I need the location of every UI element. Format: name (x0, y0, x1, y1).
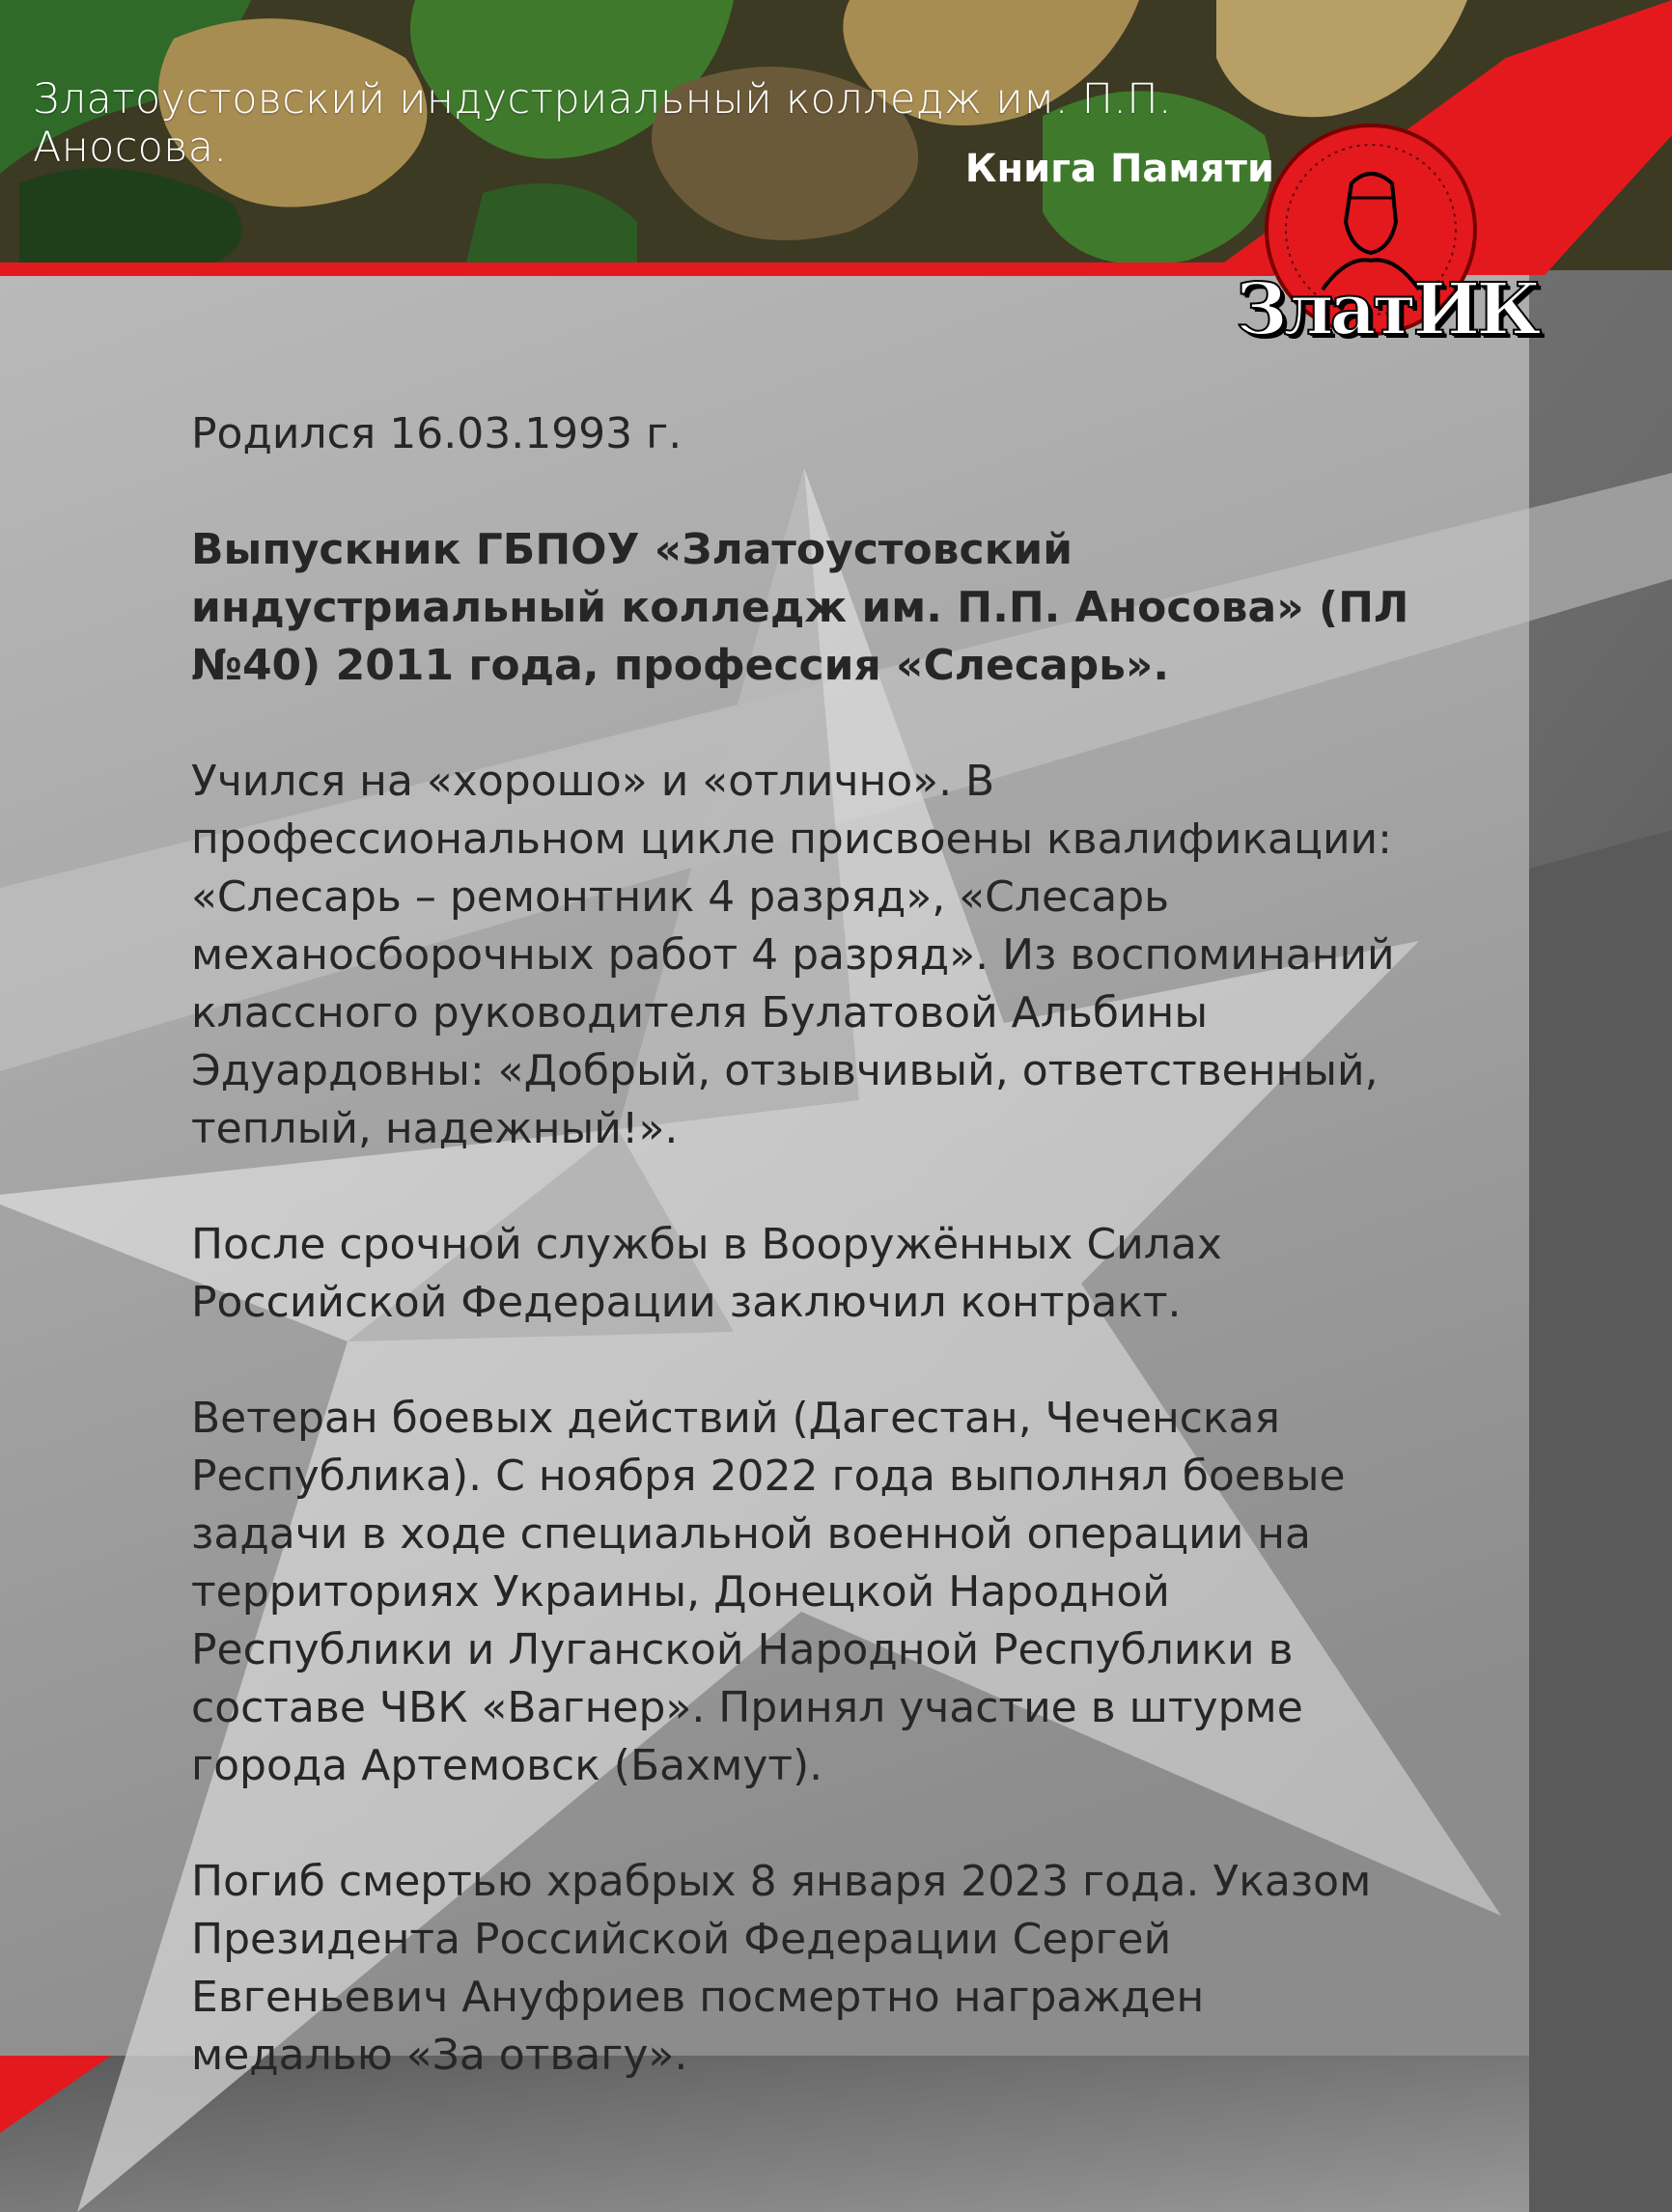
veteran-paragraph: Ветеран боевых действий (Дагестан, Чеченская Республика). С ноября 2022 года выполнял боевые задачи в ходе специальной военной операции на территориях Украины, Донецкой Народной Республики и Луганской Народной Республики в составе ЧВК «Вагнер». Принял участие в штурме города Артемовск (Бахмут). (191, 1394, 1346, 1790)
college-title: Златоустовский индустриальный колледж им. П.П. Аносова. (33, 75, 1172, 172)
service-paragraph: После срочной службы в Вооружённых Силах Российской Федерации заключил контракт. (191, 1220, 1222, 1327)
birth-date: Родился 16.03.1993 г. (191, 409, 683, 458)
book-of-memory-title: Книга Памяти (964, 147, 1274, 191)
biography-text (191, 405, 1417, 2143)
studies-paragraph: Учился на «хорошо» и «отлично». В профессиональном цикле присвоены квалификации: «Слесарь – ремонтник 4 разряд», «Слесарь механосборочных работ 4 разряд». Из воспоминаний классного руководителя Булатовой Альбины Эдуардовны: «Добрый, отзывчивый, ответственный, теплый, надежный!». (191, 757, 1395, 1153)
zlatik-logo: ЗлатИК (1236, 268, 1538, 351)
graduate-paragraph: Выпускник ГБПОУ «Златоустовский индустриальный колледж им. П.П. Аносова» (ПЛ №40) 2011 года, профессия «Слесарь». (191, 525, 1409, 690)
header-red-line (0, 263, 1274, 276)
death-paragraph: Погиб смертью храбрых 8 января 2023 года. Указом Президента Российской Федерации Сергей Евгеньевич Ануфриев посмертно награжден медалью «За отвагу». (191, 1857, 1372, 2080)
